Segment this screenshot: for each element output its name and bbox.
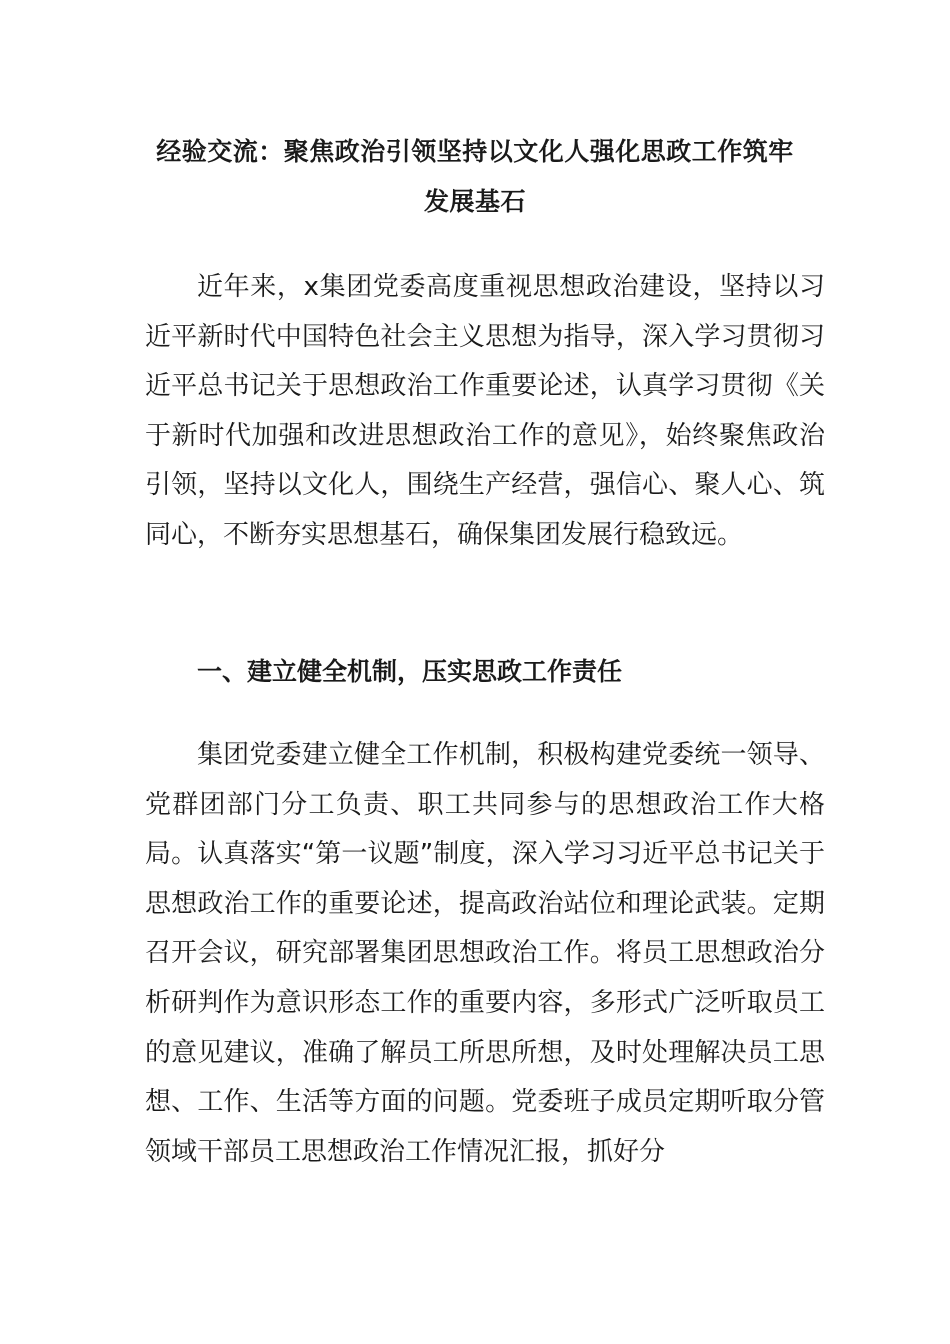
intro-paragraph: 近年来，x集团党委高度重视思想政治建设，坚持以习近平新时代中国特色社会主义思想为指导，深入学习贯彻习近平总书记关于思想政治工作重要论述，认真学习贯彻《关于新时代加强和改进思想政治工作的意见》，始终聚焦政治引领，坚持以文化人，围绕生产经营，强信心、聚人心、筑同心，不断夯实思想基石，确保集团发展行稳致远。 [145,272,825,550]
section-1-paragraph: 集团党委建立健全工作机制，积极构建党委统一领导、党群团部门分工负责、职工共同参与的思想政治工作大格局。认真落实“第一议题”制度，深入学习习近平总书记关于思想政治工作的重要论述，提高政治站位和理论武装。定期召开会议，研究部署集团思想政治工作。将员工思想政治分析研判作为意识形态工作的重要内容，多形式广泛听取员工的意见建议，准确了解员工所思所想，及时处理解决员工思想、工作、生活等方面的问题。党委班子成员定期听取分管领域干部员工思想政治工作情况汇报，抓好分 [145,740,825,1167]
document-title-line-1: 经验交流：聚焦政治引领坚持以文化人强化思政工作筑牢 [156,137,794,166]
section-1-heading: 一、建立健全机制，压实思政工作责任 [197,657,623,686]
document-title-line-2: 发展基石 [423,187,526,216]
